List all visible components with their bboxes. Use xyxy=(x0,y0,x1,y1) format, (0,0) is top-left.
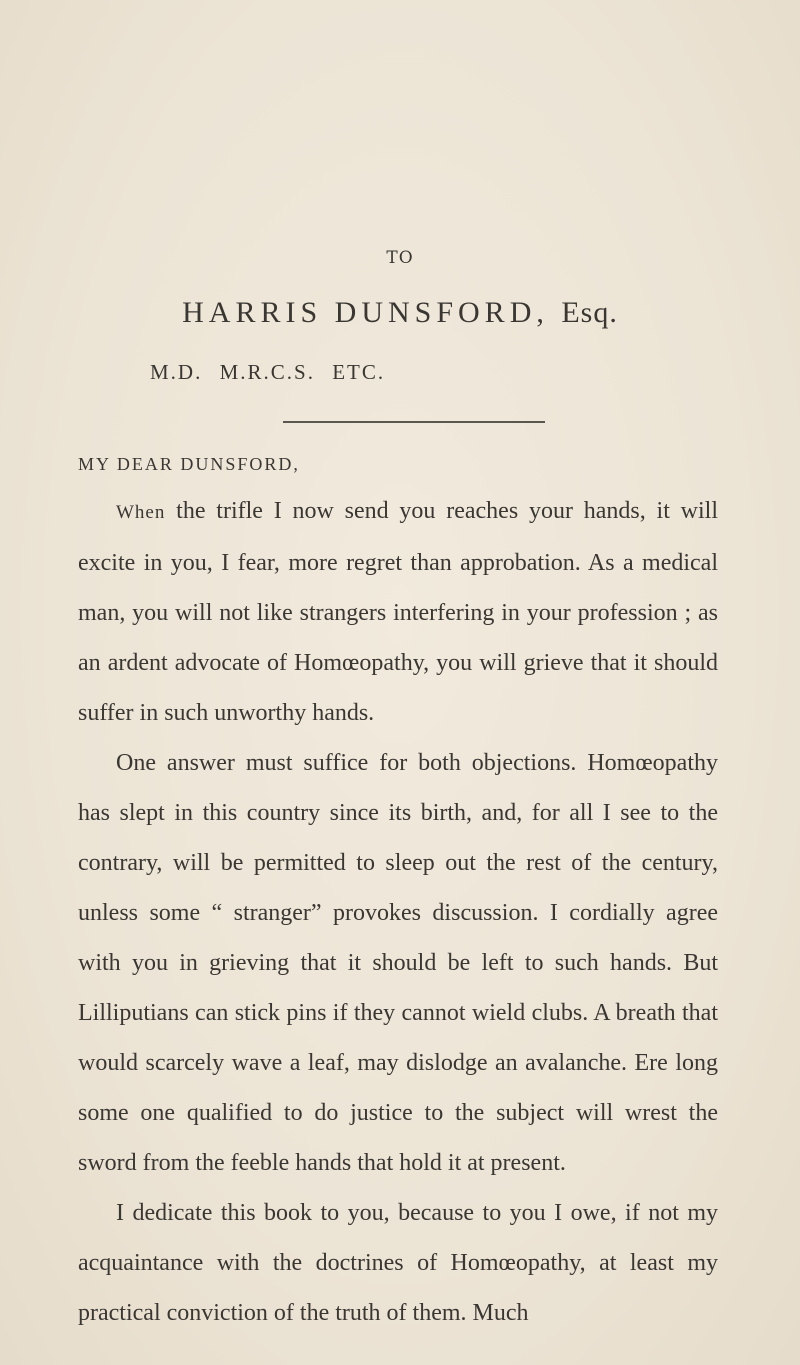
dedicatee-name xyxy=(0,296,800,330)
paragraph-1 xyxy=(78,486,718,738)
paragraph-1-text: the trifle I now send you reaches your hands, it will excite in you, I fear, more regret than approbation. As a medical man, you will not like strangers interfering in your profession ; as an ardent advocate of Homœopathy, you will grieve that it should suffer in such unworthy hands. xyxy=(78,498,718,726)
paragraph-2: One answer must suffice for both objections. Homœopathy has slept in this country since its birth, and, for all I see to the contrary, will be permitted to sleep out the rest of the century, unless some “ stranger” provokes discussion. I cordially agree with you in grieving that it should be left to such hands. But Lilliputians can stick pins if they cannot wield clubs. A breath that would scarcely wave a leaf, may dislodge an avalanche. Ere long some one qualified to do justice to the subject will wrest the sword from the feeble hands that hold it at present. xyxy=(78,750,718,1176)
dedicatee-esq: Esq. xyxy=(561,296,618,329)
dedicatee-name-text: HARRIS DUNSFORD, xyxy=(182,296,549,329)
divider-rule xyxy=(283,421,545,423)
letter-body xyxy=(78,486,718,1338)
dedicatee-degrees: M.D. M.R.C.S. ETC. xyxy=(150,360,386,384)
letter-salutation: MY DEAR DUNSFORD, xyxy=(78,454,300,474)
dedication-to: TO xyxy=(386,248,414,268)
paragraph-1-first-word: When xyxy=(116,502,166,523)
paragraph-3: I dedicate this book to you, because to you I owe, if not my acquaintance with the doctrines of Homœopathy, at least my practical conviction of the truth of them. Much xyxy=(78,1200,718,1326)
